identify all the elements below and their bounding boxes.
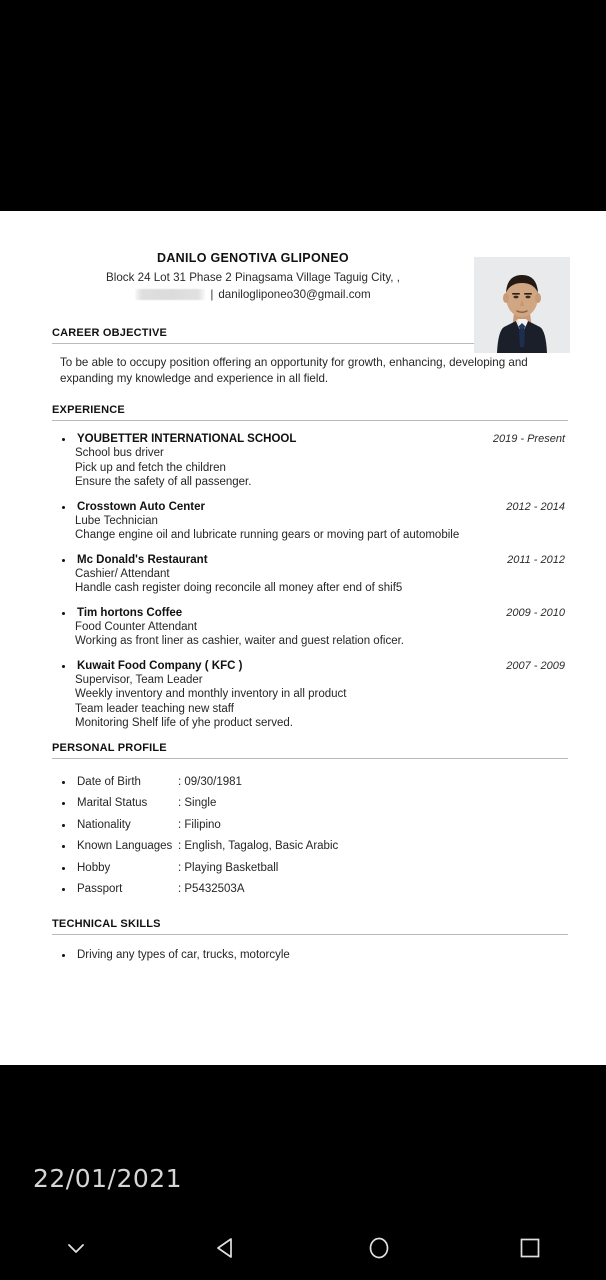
technical-skill-text: Driving any types of car, trucks, motorcyle (77, 948, 290, 961)
section-title-personal-profile: PERSONAL PROFILE (52, 741, 167, 754)
bullet-icon (62, 438, 65, 441)
experience-dates: 2009 - 2010 (506, 606, 565, 619)
overlay-date: 22/01/2021 (33, 1164, 183, 1193)
back-triangle-glyph (213, 1234, 241, 1262)
experience-dates: 2011 - 2012 (507, 553, 565, 566)
experience-detail-line: Handle cash register doing reconcile all money after end of shif5 (75, 582, 403, 594)
experience-item (0, 607, 606, 649)
profile-label: Date of Birth (77, 775, 141, 788)
bullet-icon (62, 559, 65, 562)
letterbox-top (0, 0, 606, 211)
spacer (0, 387, 606, 404)
profile-value: : Filipino (178, 815, 221, 837)
technical-skill-item (0, 948, 606, 963)
experience-organization: Tim hortons Coffee (77, 606, 183, 619)
section-technical-skills (0, 918, 606, 963)
personal-profile-list (0, 772, 606, 901)
experience-detail-line: Food Counter Attendant (75, 620, 198, 633)
experience-organization: Crosstown Auto Center (77, 500, 205, 513)
resume-document (0, 211, 606, 1065)
profile-label: Passport (77, 883, 123, 895)
profile-row (0, 793, 606, 815)
experience-detail-line: Supervisor, Team Leader (75, 673, 203, 686)
home-icon[interactable] (303, 1216, 455, 1280)
recents-square-glyph (516, 1234, 544, 1262)
experience-item-header (0, 433, 606, 445)
bullet-icon (62, 867, 65, 870)
bullet-icon (62, 802, 65, 805)
bullet-icon (62, 506, 65, 509)
experience-detail-line: Team leader teaching new staff (75, 702, 234, 715)
experience-item-header (0, 554, 606, 566)
bullet-icon (62, 954, 65, 957)
section-rule (52, 934, 568, 935)
experience-organization: YOUBETTER INTERNATIONAL SCHOOL (77, 433, 297, 445)
bullet-icon (62, 781, 65, 784)
experience-list (0, 433, 606, 731)
experience-detail-line: Working as front liner as cashier, waiter and guest relation oficer. (75, 635, 404, 647)
experience-item (0, 501, 606, 543)
section-experience (0, 404, 606, 731)
experience-dates: 2012 - 2014 (506, 500, 565, 513)
candidate-address: Block 24 Lot 31 Phase 2 Pinagsama Village Taguig City, , (106, 271, 400, 284)
candidate-email: danilogliponeo30@gmail.com (218, 288, 371, 301)
bullet-icon (62, 665, 65, 668)
career-objective-text: To be able to occupy position offering an opportunity for growth, enhancing, developing and expanding my knowledge and experience in all field. (60, 356, 528, 385)
experience-detail-line: Lube Technician (75, 514, 158, 527)
experience-dates: 2007 - 2009 (506, 659, 565, 672)
profile-row (0, 836, 606, 858)
profile-row (0, 772, 606, 794)
experience-details (75, 514, 606, 543)
back-icon[interactable] (152, 1216, 304, 1280)
experience-detail-line: School bus driver (75, 447, 164, 459)
profile-label: Marital Status (77, 797, 148, 809)
spacer (0, 901, 606, 918)
profile-label: Hobby (77, 861, 111, 874)
bullet-icon (62, 845, 65, 848)
section-title-career-objective: CAREER OBJECTIVE (52, 327, 168, 339)
contact-separator: | (210, 288, 214, 301)
home-circle-glyph (365, 1234, 393, 1262)
experience-organization: Kuwait Food Company ( KFC ) (77, 659, 243, 672)
profile-value: : Single (178, 793, 216, 815)
experience-details (75, 446, 606, 490)
experience-detail-line: Weekly inventory and monthly inventory in all product (75, 688, 347, 700)
profile-row (0, 858, 606, 880)
experience-dates: 2019 - Present (492, 433, 565, 445)
profile-value: : English, Tagalog, Basic Arabic (178, 836, 338, 858)
profile-value: : 09/30/1981 (178, 772, 242, 794)
experience-item-header (0, 660, 606, 672)
recents-icon[interactable] (455, 1216, 606, 1280)
technical-skills-list (0, 948, 606, 963)
experience-item (0, 660, 606, 731)
experience-detail-line: Change engine oil and lubricate running gears or moving part of automobile (75, 529, 460, 541)
experience-item-header (0, 607, 606, 619)
profile-label: Nationality (77, 818, 131, 831)
section-title-technical-skills: TECHNICAL SKILLS (52, 917, 161, 930)
chevron-down-icon[interactable] (0, 1216, 152, 1280)
resume-header (0, 211, 606, 327)
experience-item (0, 433, 606, 490)
section-rule (52, 420, 568, 421)
portrait-photo-graphic (474, 257, 570, 353)
portrait-photo (474, 257, 570, 353)
experience-details (75, 567, 606, 596)
android-navigation-bar (0, 1216, 606, 1280)
redacted-phone-number (135, 289, 205, 300)
bullet-icon (62, 612, 65, 615)
experience-item-header (0, 501, 606, 513)
experience-organization: Mc Donald's Restaurant (77, 553, 208, 566)
profile-label: Known Languages (77, 840, 173, 852)
bullet-icon (62, 824, 65, 827)
experience-detail-line: Monitoring Shelf life of yhe product served. (75, 717, 293, 729)
profile-value: : P5432503A (178, 879, 245, 901)
section-personal-profile (0, 742, 606, 901)
profile-row (0, 815, 606, 837)
candidate-name: DANILO GENOTIVA GLIPONEO (157, 251, 349, 265)
profile-row (0, 879, 606, 901)
experience-details (75, 620, 606, 649)
experience-detail-line: Ensure the safety of all passenger. (75, 476, 252, 488)
chevron-down-glyph (63, 1235, 89, 1261)
experience-details (75, 673, 606, 731)
experience-detail-line: Pick up and fetch the children (75, 461, 226, 474)
experience-detail-line: Cashier/ Attendant (75, 567, 170, 580)
bullet-icon (62, 888, 65, 891)
experience-item (0, 554, 606, 596)
profile-value: : Playing Basketball (178, 858, 278, 880)
section-rule (52, 758, 568, 759)
section-title-experience: EXPERIENCE (52, 404, 125, 416)
